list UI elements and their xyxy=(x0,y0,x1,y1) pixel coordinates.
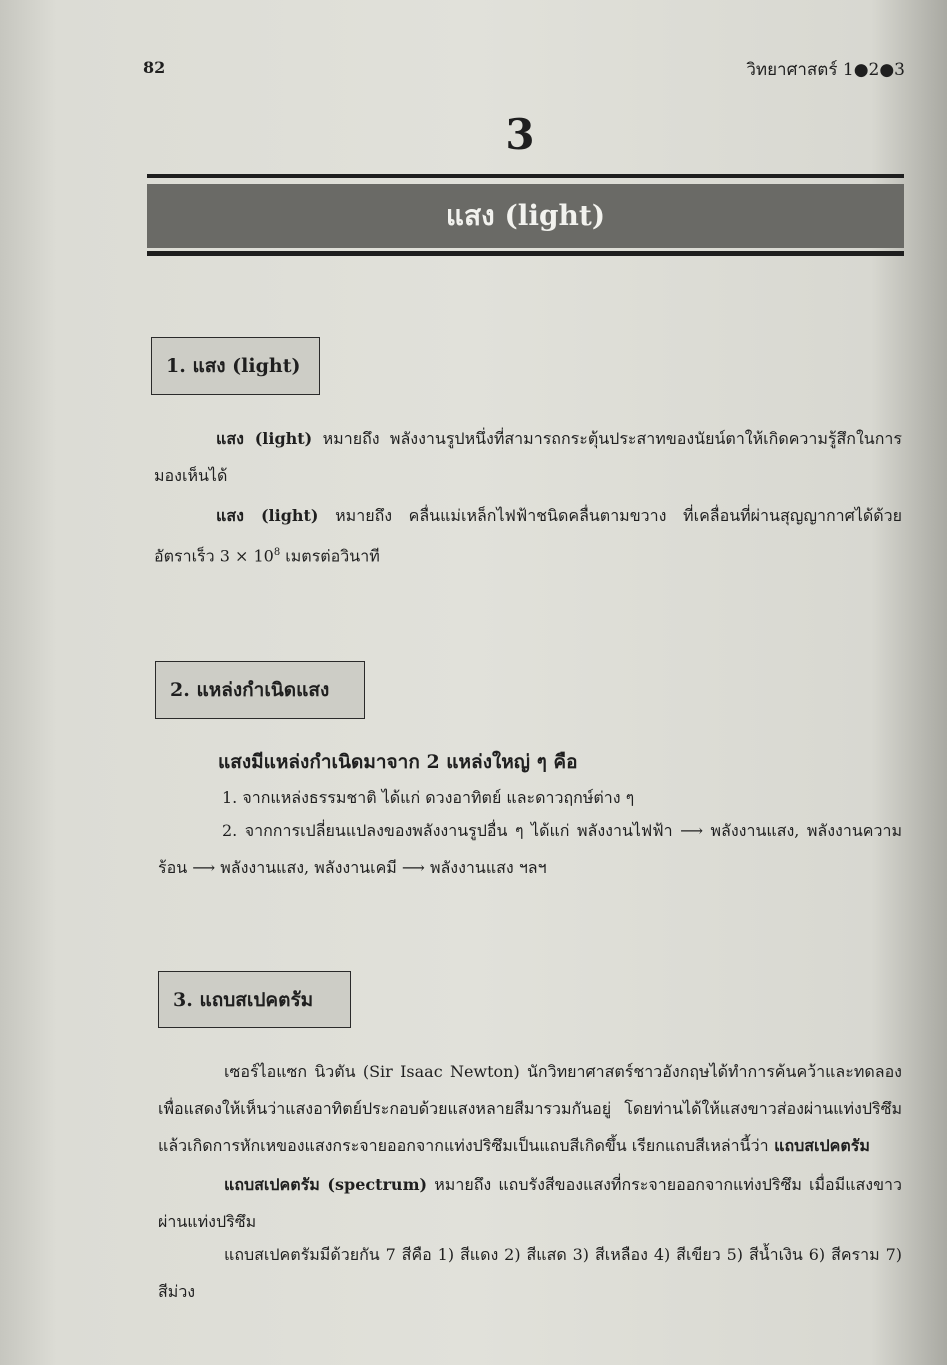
term-spectrum: แถบสเปคตรัม xyxy=(768,1136,870,1155)
term-light: แสง (light) xyxy=(216,506,319,525)
page-number: 82 xyxy=(143,58,166,77)
section-3-paragraph-3: แถบสเปคตรัมมีด้วยกัน 7 สีคือ 1) สีแดง 2) สีแสด 3) สีเหลือง 4) สีเขียว 5) สีน้ำเงิน 6) สีคราม 7) สีม่วง xyxy=(158,1245,902,1301)
chapter-title: แสง (light) xyxy=(445,199,606,232)
definition-text: หมายถึง แถบรังสีของแสงที่กระจายออกจากแท่งปริซึม เมื่อมีแสงขาวผ่านแท่งปริซึม xyxy=(158,1175,902,1231)
exponent: 8 xyxy=(273,547,281,558)
section-2-item-1: 1. จากแหล่งธรรมชาติ ได้แก่ ดวงอาทิตย์ และดาวฤกษ์ต่าง ๆ xyxy=(222,788,635,807)
section-1-heading: 1. แสง (light) xyxy=(166,355,301,377)
term-spectrum: แถบสเปคตรัม (spectrum) xyxy=(224,1175,428,1194)
section-3-heading-box xyxy=(158,971,351,1028)
section-2-heading-box xyxy=(155,661,365,719)
definition-text: หมายถึง คลื่นแม่เหล็กไฟฟ้าชนิดคลื่นตามขวาง ที่เคลื่อนที่ผ่านสุญญากาศได้ด้วยอัตราเร็ว 3 × 10 xyxy=(154,506,902,566)
unit-text: เมตรต่อวินาที xyxy=(280,546,380,566)
section-1-paragraph-1 xyxy=(154,420,902,494)
term-light: แสง (light) xyxy=(216,429,313,448)
section-2-lead: แสงมีแหล่งกำเนิดมาจาก 2 แหล่งใหญ่ ๆ คือ xyxy=(218,751,578,773)
bottom-rule xyxy=(147,251,904,256)
running-title: วิทยาศาสตร์ 1●2●3 xyxy=(746,60,905,80)
chapter-title-banner xyxy=(147,184,904,248)
section-2-heading: 2. แหล่งกำเนิดแสง xyxy=(170,679,330,701)
chapter-number: 3 xyxy=(505,110,535,159)
section-1-paragraph-2 xyxy=(154,497,902,574)
section-3-paragraph-1 xyxy=(158,1053,902,1164)
section-3-heading: 3. แถบสเปคตรัม xyxy=(173,988,314,1011)
newton-text: เซอร์ไอแซก นิวตัน (Sir Isaac Newton) นักวิทยาศาสตร์ชาวอังกฤษได้ทำการค้นคว้าและทดลองเพื่อแสดงให้เห็นว่าแสงอาทิตย์ประกอบด้วยแสงหลายสีมารวมกันอยู่ โดยท่านได้ให้แสงขาวส่องผ่านแท่งปริซึม แล้วเกิดการหักเหของแสงกระจายออกจากแท่งปริซึมเป็นแถบสีเกิดขึ้น เรียกแถบสีเหล่านี้ว่า xyxy=(158,1062,902,1155)
top-rule xyxy=(147,174,904,178)
section-2-item-2: 2. จากการเปลี่ยนแปลงของพลังงานรูปอื่น ๆ ได้แก่ พลังงานไฟฟ้า ⟶ พลังงานแสง, พลังงานความร้อน ⟶ พลังงานแสง, พลังงานเคมี ⟶ พลังงานแสง ฯลฯ xyxy=(158,821,902,877)
section-3-paragraph-2 xyxy=(158,1166,902,1240)
section-1-heading-box xyxy=(151,337,320,395)
definition-text: หมายถึง พลังงานรูปหนึ่งที่สามารถกระตุ้นประสาทของนัยน์ตาให้เกิดความรู้สึกในการมองเห็นได้ xyxy=(154,429,902,485)
